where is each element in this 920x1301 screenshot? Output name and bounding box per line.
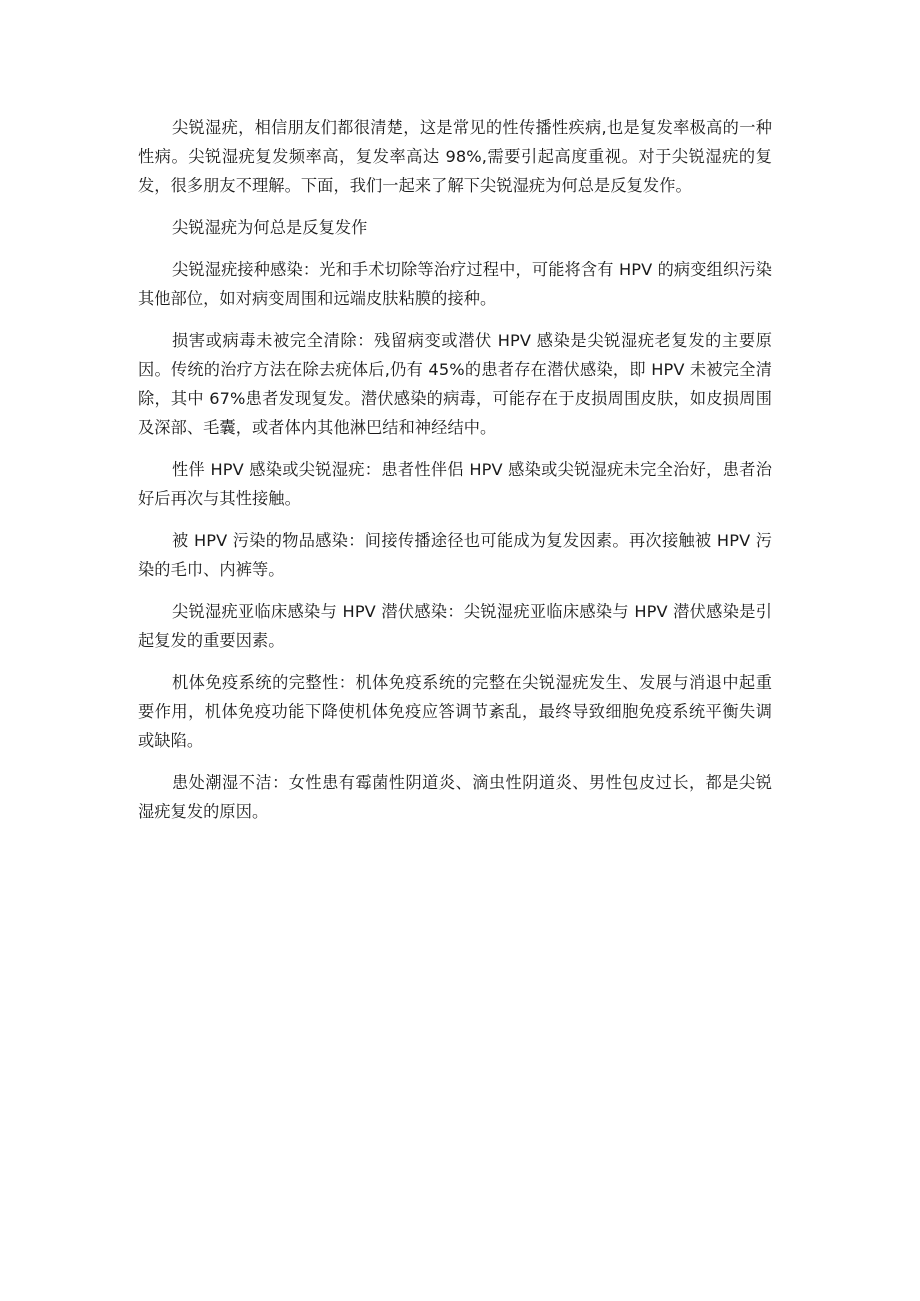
reason-paragraph-subclinical-infection: 尖锐湿疣亚临床感染与 HPV 潜伏感染：尖锐湿疣亚临床感染与 HPV 潜伏感染是引起复发的重要因素。 (138, 602, 772, 650)
reason-paragraph-hygiene: 患处潮湿不洁：女性患有霉菌性阴道炎、滴虫性阴道炎、男性包皮过长，都是尖锐湿疣复发的原因。 (138, 773, 772, 821)
document-body (138, 113, 772, 839)
reason-paragraph-incomplete-clearance: 损害或病毒未被完全清除：残留病变或潜伏 HPV 感染是尖锐湿疣老复发的主要原因。传统的治疗方法在除去疣体后,仍有 45%的患者存在潜伏感染，即 HPV 未被完全清除，其中 67%患者发现复发。潜伏感染的病毒，可能存在于皮损周围皮肤，如皮损周围及深部、毛囊，或者体内其他淋巴结和神经结中。 (138, 331, 772, 437)
reason-paragraph-immune-system: 机体免疫系统的完整性：机体免疫系统的完整在尖锐湿疣发生、发展与消退中起重要作用，机体免疫功能下降使机体免疫应答调节紊乱，最终导致细胞免疫系统平衡失调或缺陷。 (138, 673, 772, 750)
section-heading: 尖锐湿疣为何总是反复发作 (172, 218, 368, 237)
reason-paragraph-inoculation: 尖锐湿疣接种感染：光和手术切除等治疗过程中，可能将含有 HPV 的病变组织污染其他部位，如对病变周围和远端皮肤粘膜的接种。 (138, 260, 772, 308)
reason-paragraph-partner-infection: 性伴 HPV 感染或尖锐湿疣：患者性伴侣 HPV 感染或尖锐湿疣未完全治好，患者治好后再次与其性接触。 (138, 460, 772, 508)
reason-paragraph-contaminated-items: 被 HPV 污染的物品感染：间接传播途径也可能成为复发因素。再次接触被 HPV 污染的毛巾、内裤等。 (138, 531, 772, 579)
intro-paragraph: 尖锐湿疣，相信朋友们都很清楚，这是常见的性传播性疾病,也是复发率极高的一种性病。尖锐湿疣复发频率高，复发率高达 98%,需要引起高度重视。对于尖锐湿疣的复发，很多朋友不理解。下面，我们一起来了解下尖锐湿疣为何总是反复发作。 (138, 118, 772, 195)
